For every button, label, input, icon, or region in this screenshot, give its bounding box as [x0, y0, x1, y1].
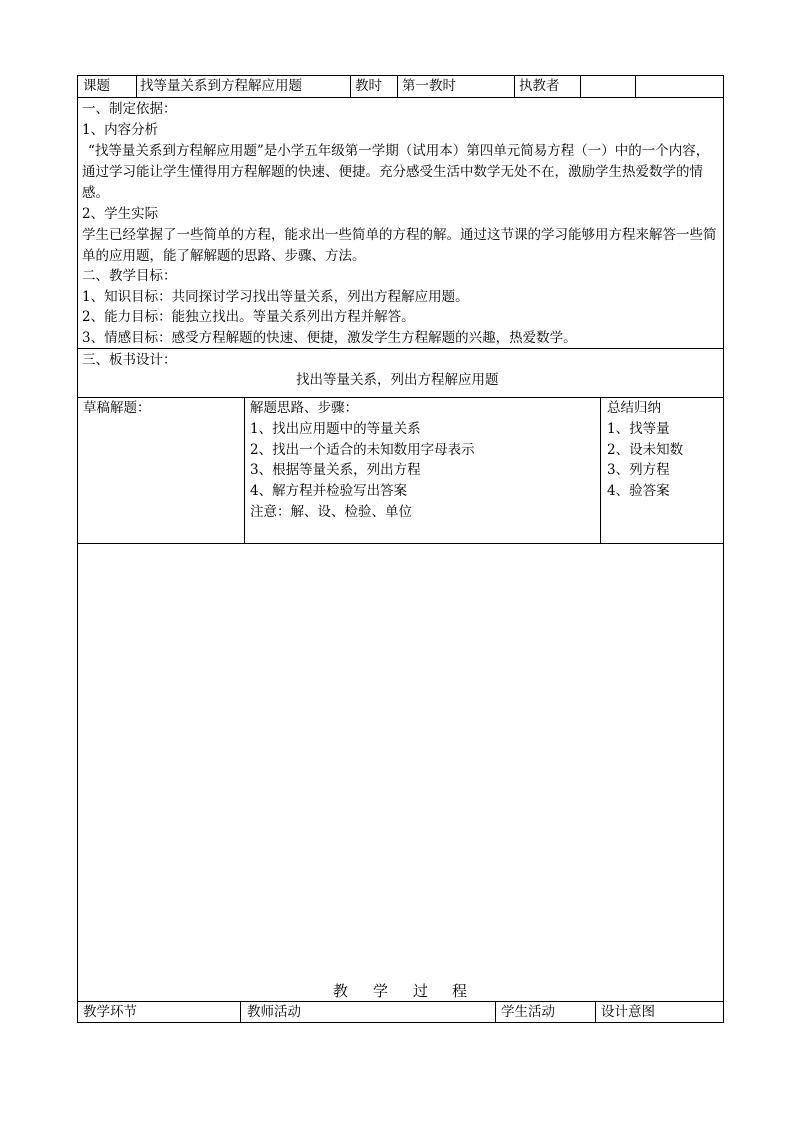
- student-situation-text: 学生已经掌握了一些简单的方程，能求出一些简单的方程的解。通过这节课的学习能够用方程来解答一些简单的应用题，能了解解题的思路、步骤、方法。: [82, 227, 717, 264]
- blank-area: [77, 543, 724, 1002]
- process-title-char: 程: [452, 982, 468, 1000]
- topic-label: 课题: [83, 78, 110, 94]
- step-item: 2、找出一个适合的未知数用字母表示: [250, 442, 475, 458]
- process-col-stage: 教学环节: [83, 1004, 137, 1020]
- summary-item: 3、列方程: [607, 462, 670, 478]
- process-col-student: 学生活动: [501, 1004, 555, 1020]
- steps-note: 注意：解、设、检验、单位: [250, 504, 412, 520]
- process-title-char: 过: [413, 982, 429, 1000]
- period-label: 教时: [355, 78, 382, 94]
- student-situation-heading: 2、学生实际: [82, 206, 159, 222]
- summary-item: 2、设未知数: [607, 442, 684, 458]
- draft-label: 草稿解题：: [83, 400, 151, 416]
- basis-heading: 一、制定依据：: [82, 101, 177, 117]
- board-heading: 三、板书设计：: [82, 352, 177, 368]
- step-item: 3、根据等量关系，列出方程: [250, 462, 421, 478]
- process-col-intent: 设计意图: [601, 1004, 655, 1020]
- goals-heading: 二、教学目标：: [82, 268, 177, 284]
- content-analysis-heading: 1、内容分析: [82, 122, 159, 138]
- process-title-char: 教: [333, 982, 349, 1000]
- teacher-label: 执教者: [519, 78, 560, 94]
- content-analysis-text: “找等量关系到方程解应用题”是小学五年级第一学期（试用本）第四单元简易方程（一）中的一个内容，通过学习能让学生懂得用方程解题的快速、便捷。充分感受生活中数学无处不在，激励学生热爱数学的情感。: [82, 143, 710, 201]
- board-title: 找出等量关系，列出方程解应用题: [296, 372, 499, 388]
- process-title-char: 学: [373, 982, 389, 1000]
- step-item: 4、解方程并检验写出答案: [250, 483, 408, 499]
- goal-knowledge: 1、知识目标：共同探讨学习找出等量关系，列出方程解应用题。: [82, 289, 469, 305]
- summary-item: 1、找等量: [607, 421, 670, 437]
- summary-heading: 总结归纳: [607, 400, 661, 416]
- goal-ability: 2、能力目标：能独立找出。等量关系列出方程并解答。: [82, 309, 415, 325]
- step-item: 1、找出应用题中的等量关系: [250, 421, 421, 437]
- topic-value: 找等量关系到方程解应用题: [140, 78, 302, 94]
- process-col-teacher: 教师活动: [247, 1004, 301, 1020]
- period-value: 第一教时: [402, 78, 456, 94]
- summary-item: 4、验答案: [607, 483, 670, 499]
- steps-heading: 解题思路、步骤：: [250, 400, 358, 416]
- goal-emotion: 3、情感目标：感受方程解题的快速、便捷，激发学生方程解题的兴趣，热爱数学。: [82, 330, 577, 346]
